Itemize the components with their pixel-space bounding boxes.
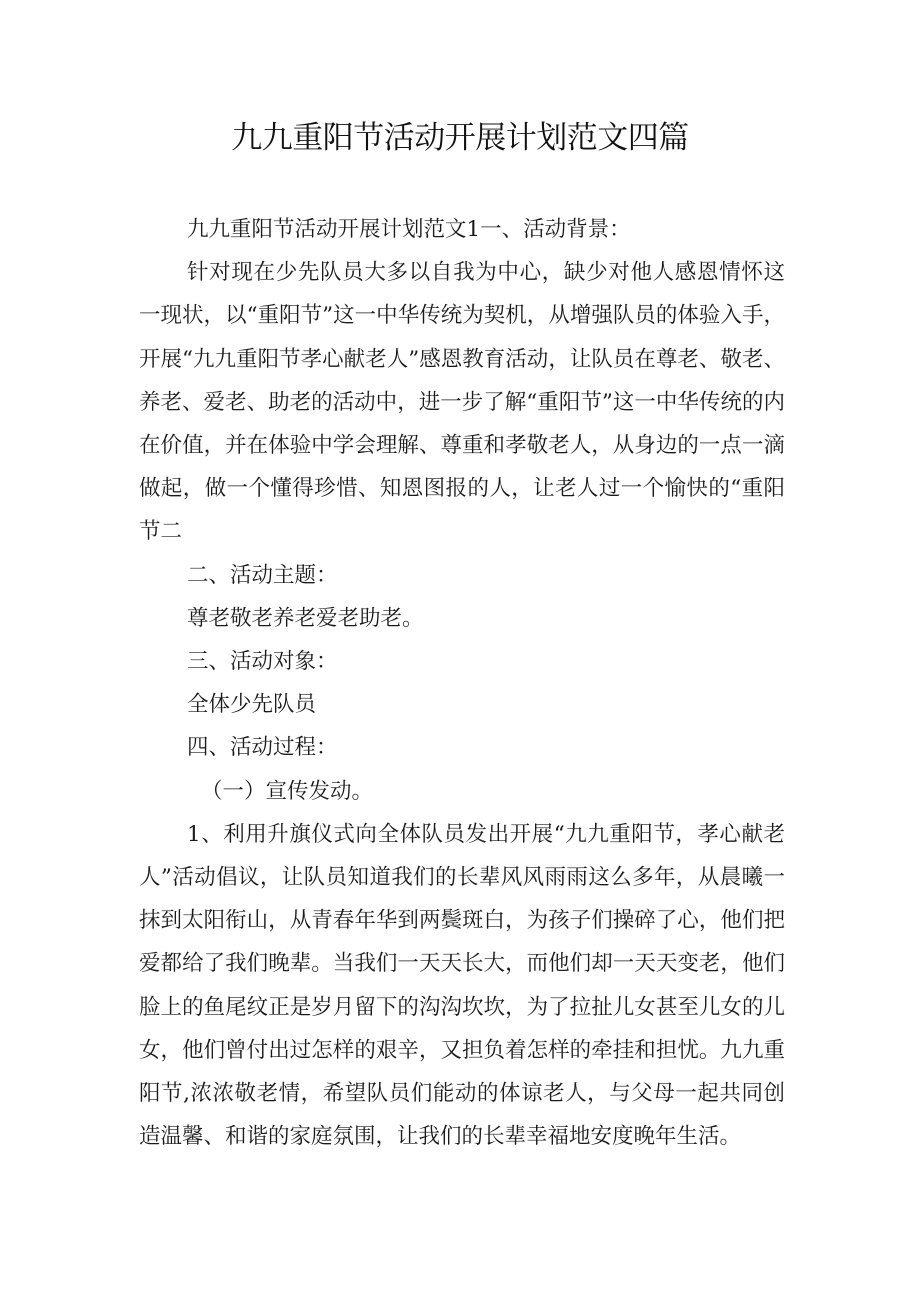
- paragraph-theme-text: 尊老敬老养老爱老助老。: [187, 605, 424, 631]
- paragraph-publicity-text: 1、利用升旗仪式向全体队员发出开展“九九重阳节，孝心献老人”活动倡议，让队员知道我们的长辈风风雨雨这么多年，从晨曦一抹到太阳衔山，从青春年华到两鬓斑白，为孩子们操碎了心，他们把爱都给了我们晚辈。当我们一天天长大，而他们却一天天变老，他们脸上的鱼尾纹正是岁月留下的沟沟坎坎，为了拉扯儿女甚至儿女的儿女，他们曾付出过怎样的艰辛，又担负着怎样的牵挂和担忧。九九重阳节,浓浓敬老情，希望队员们能动的体谅老人，与父母一起共同创造温馨、和谐的家庭氛围，让我们的长辈幸福地安度晚年生活。: [139, 821, 785, 1150]
- paragraph-background-text: 针对现在少先队员大多以自我为中心，缺少对他人感恩情怀这一现状，以“重阳节”这一中华传统为契机，从增强队员的体验入手，开展“九九重阳节孝心献老人”感恩教育活动，让队员在尊老、敬老、养老、爱老、助老的活动中，进一步了解“重阳节”这一中华传统的内在价值，并在体验中学会理解、尊重和孝敬老人，从身边的一点一滴做起，做一个懂得珍惜、知恩图报的人，让老人过一个愉快的“重阳节二: [139, 260, 785, 545]
- document-body: [139, 208, 785, 1158]
- paragraph-subheading-publicity: （一）宣传发动。: [201, 778, 374, 804]
- paragraph-heading-process: 四、活动过程：: [187, 735, 338, 761]
- paragraph-audience-text: 全体少先队员: [187, 692, 317, 718]
- document-title: 九九重阳节活动开展计划范文四篇: [231, 120, 689, 156]
- paragraph-heading-audience: 三、活动对象：: [187, 649, 338, 675]
- paragraph-heading-theme: 二、活动主题：: [187, 562, 338, 588]
- paragraph-heading-background: 九九重阳节活动开展计划范文1一、活动背景：: [187, 217, 631, 242]
